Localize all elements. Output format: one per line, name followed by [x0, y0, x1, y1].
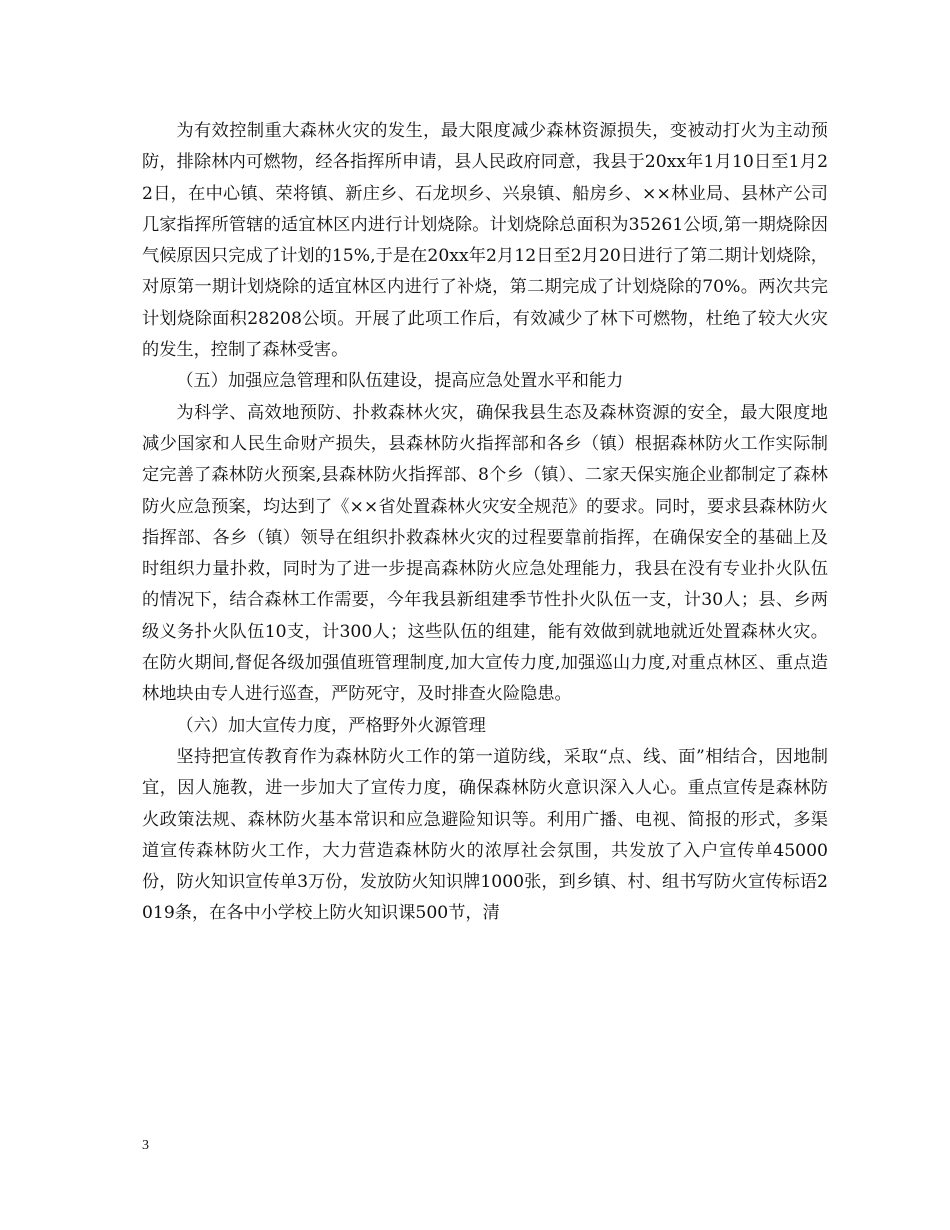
section-heading-6: （六）加大宣传力度，严格野外火源管理	[176, 715, 486, 736]
paragraph-emergency-management: 为科学、高效地预防、扑救森林火灾，确保我县生态及森林资源的安全，最大限度地减少国家和人民生命财产损失，县森林防火指挥部和各乡（镇）根据森林防火工作实际制定完善了森林防火预案,县森林防火指挥部、8个乡（镇）、二家天保实施企业都制定了森林防火应急预案，均达到了《××省处置森林火灾安全规范》的要求。同时，要求县森林防火指挥部、各乡（镇）领导在组织扑救森林火灾的过程要靠前指挥，在确保安全的基础上及时组织力量扑救，同时为了进一步提高森林防火应急处理能力，我县在没有专业扑火队伍的情况下，结合森林工作需要，今年我县新组建季节性扑火队伍一支，计30人；县、乡两级义务扑火队伍10支，计300人；这些队伍的组建，能有效做到就地就近处置森林火灾。在防火期间,督促各级加强值班管理制度,加大宣传力度,加强巡山力度,对重点林区、重点造林地块由专人进行巡查，严防死守，及时排查火险隐患。	[142, 402, 828, 705]
paragraph-planned-burning: 为有效控制重大森林火灾的发生，最大限度减少森林资源损失，变被动打火为主动预防，排除林内可燃物，经各指挥所申请，县人民政府同意，我县于20xx年1月10日至1月22日，在中心镇、荣将镇、新庄乡、石龙坝乡、兴泉镇、船房乡、××林业局、县林产公司几家指挥所管辖的适宜林区内进行计划烧除。计划烧除总面积为35261公顷,第一期烧除因气候原因只完成了计划的15%,于是在20xx年2月12日至2月20日进行了第二期计划烧除，对原第一期计划烧除的适宜林区内进行了补烧，第二期完成了计划烧除的70%。两次共完计划烧除面积28208公顷。开展了此项工作后，有效减少了林下可燃物，杜绝了较大火灾的发生，控制了森林受害。	[142, 121, 828, 361]
page-number: 3	[142, 1138, 149, 1153]
paragraph-publicity: 坚持把宣传教育作为森林防火工作的第一道防线，采取“点、线、面”相结合，因地制宜，因人施教，进一步加大了宣传力度，确保森林防火意识深入人心。重点宣传是森林防火政策法规、森林防火基本常识和应急避险知识等。利用广播、电视、简报的形式，多渠道宣传森林防火工作，大力营造森林防火的浓厚社会氛围，共发放了入户宣传单45000份，防火知识宣传单3万份，发放防火知识牌1000张，到乡镇、村、组书写防火宣传标语2019条，在各中小学校上防火知识课500节，清	[142, 746, 828, 924]
section-heading-5: （五）加强应急管理和队伍建设，提高应急处置水平和能力	[176, 371, 624, 392]
document-body	[142, 116, 828, 930]
